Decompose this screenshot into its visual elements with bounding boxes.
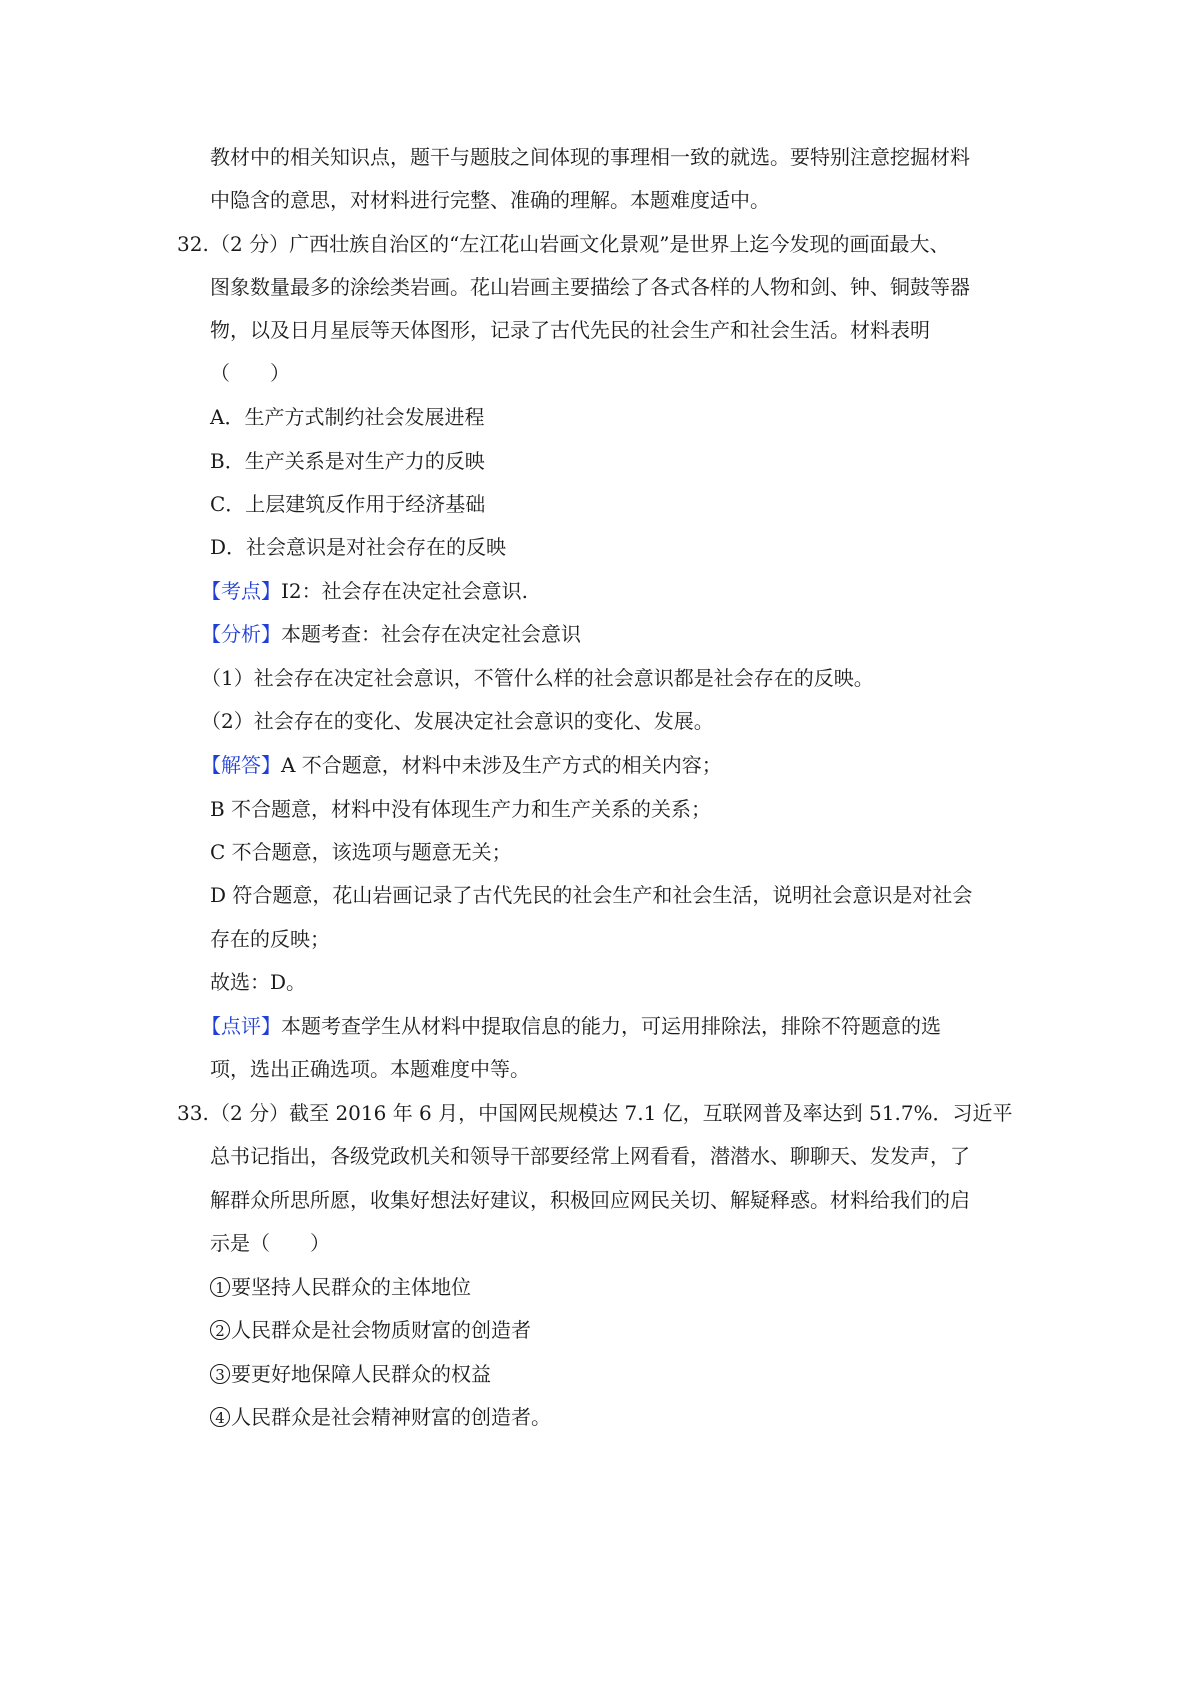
- item-text: 人民群众是社会物质财富的创造者: [231, 1318, 531, 1342]
- jieda-line-b: B 不合题意，材料中没有体现生产力和生产关系的关系；: [210, 797, 712, 821]
- question-33-number: 33.: [177, 1101, 209, 1125]
- question-32-stem-line: （ ）: [210, 361, 290, 385]
- question-32-stem-line: （2 分）广西壮族自治区的“左江花山岩画文化景观”是世界上迄今发现的画面最大、: [210, 232, 950, 256]
- question-32-stem-line: 图象数量最多的涂绘类岩画。花山岩画主要描绘了各式各样的人物和剑、钟、铜鼓等器: [210, 275, 970, 299]
- jieda-text: A 不合题意，材料中未涉及生产方式的相关内容；: [281, 753, 722, 777]
- dianping-line: [201, 1012, 1021, 1040]
- jieda-line: [201, 751, 1021, 779]
- question-32-option-c: C．上层建筑反作用于经济基础: [210, 492, 486, 516]
- circled-number: 3: [210, 1364, 230, 1384]
- dianping-line-2: 项，选出正确选项。本题难度中等。: [210, 1057, 530, 1081]
- question-32-option-d: D．社会意识是对社会存在的反映: [210, 535, 507, 559]
- question-33-stem-line: 示是（ ）: [210, 1231, 330, 1255]
- question-32-number: 32.: [177, 232, 209, 256]
- jieda-line-d: D 符合题意，花山岩画记录了古代先民的社会生产和社会生活，说明社会意识是对社会: [210, 883, 973, 907]
- fenxi-point-2: （2）社会存在的变化、发展决定社会意识的变化、发展。: [201, 709, 714, 733]
- question-33-item-2: [210, 1316, 1030, 1344]
- circled-number: 2: [210, 1320, 230, 1340]
- question-33-item-3: [210, 1360, 1030, 1388]
- circled-number: 4: [210, 1407, 230, 1427]
- fenxi-point-1: （1）社会存在决定社会意识，不管什么样的社会意识都是社会存在的反映。: [201, 666, 874, 690]
- intro-line-2: 中隐含的意思，对材料进行完整、准确的理解。本题难度适中。: [210, 188, 770, 212]
- dianping-tag: 【点评】: [201, 1014, 281, 1038]
- circled-number: 1: [210, 1277, 230, 1297]
- intro-line-1: 教材中的相关知识点，题干与题肢之间体现的事理相一致的就选。要特别注意挖掘材料: [210, 145, 970, 169]
- question-33-item-1: [210, 1273, 1030, 1301]
- jieda-answer: 故选：D。: [210, 970, 307, 994]
- kaodian-tag: 【考点】: [201, 579, 281, 603]
- question-32-stem-line: 物，以及日月星辰等天体图形，记录了古代先民的社会生产和社会生活。材料表明: [210, 318, 930, 342]
- question-33-stem-line: （2 分）截至 2016 年 6 月，中国网民规模达 7.1 亿，互联网普及率达到 51.7%．习近平: [210, 1101, 1013, 1125]
- kaodian-line: [201, 577, 1021, 605]
- jieda-line-c: C 不合题意，该选项与题意无关；: [210, 840, 512, 864]
- item-text: 要坚持人民群众的主体地位: [231, 1275, 471, 1299]
- fenxi-tag: 【分析】: [201, 622, 281, 646]
- question-33-item-4: [210, 1403, 1030, 1431]
- question-32-option-b: B．生产关系是对生产力的反映: [210, 449, 485, 473]
- jieda-tag: 【解答】: [201, 753, 281, 777]
- jieda-line-d-cont: 存在的反映；: [210, 927, 330, 951]
- fenxi-text: 本题考查：社会存在决定社会意识: [281, 622, 581, 646]
- item-text: 人民群众是社会精神财富的创造者。: [231, 1405, 551, 1429]
- question-32-option-a: A．生产方式制约社会发展进程: [210, 405, 485, 429]
- kaodian-text: I2：社会存在决定社会意识.: [281, 579, 528, 603]
- question-33-stem-line: 解群众所思所愿，收集好想法好建议，积极回应网民关切、解疑释惑。材料给我们的启: [210, 1188, 970, 1212]
- question-33-stem-line: 总书记指出，各级党政机关和领导干部要经常上网看看，潜潜水、聊聊天、发发声，了: [210, 1144, 970, 1168]
- fenxi-line: [201, 620, 1021, 648]
- dianping-text: 本题考查学生从材料中提取信息的能力，可运用排除法，排除不符题意的选: [281, 1014, 941, 1038]
- item-text: 要更好地保障人民群众的权益: [231, 1362, 491, 1386]
